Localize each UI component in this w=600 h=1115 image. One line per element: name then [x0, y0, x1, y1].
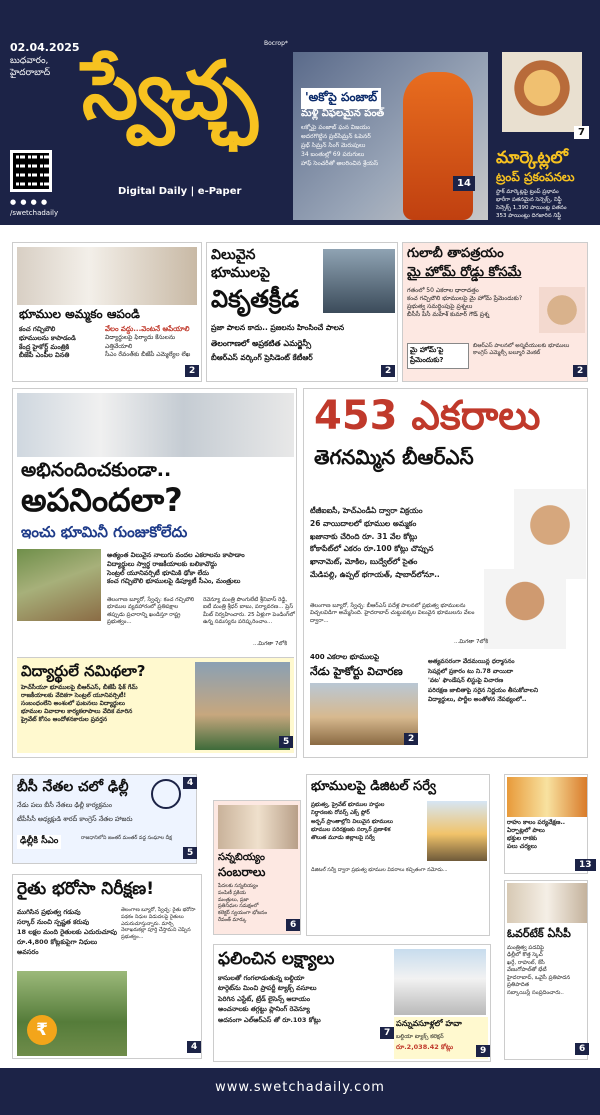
- event-photo: [218, 805, 298, 849]
- kicker: గులాబీ తాపత్రయం: [407, 246, 504, 261]
- headline: మై హోమ్ రోడ్డు కోసమే: [407, 265, 522, 280]
- story-lines: గతంలో 50 ఎకరాల ధారాదత్తం కంచ గచ్చిబౌలి భూములపై మై హోమ్ ప్రేమెందుకు? ప్రభుత్వ సమర్థింపుపై ప్రశ్నలు బీసీసీ పీసీ మహేశ్ కుమార్ గౌడ్ ప్రశ్న: [407, 287, 523, 319]
- story-points: టీజీఐఐసీ, హెచ్ఎండీఏ ద్వారా విక్రయం 26 వాయిదాలలో భూముల అమ్మకం ఖజానాకు చేరింది రూ. 31 వేల కోట్లు కోకాపేట్‌లో ఎకరం రూ.100 కోట్లు చొప్పున ఖానామెట్, మోకిల, బుద్వేల్‌లో సైతం మేడిపల్లి, ఉప్పల్ భగాయత్, షాబాద్‌లోనూ..: [310, 506, 440, 579]
- box-text: బిఆర్ఎస్ పాలనలో అస్మదీయులకు భూములు కాంగ్రెస్ ఎమ్మెల్సీ బల్మూరి వెంకట్: [473, 343, 570, 357]
- story-points: ముగిసిన ప్రభుత్వ గడువు సర్కార్ నుంచి స్పష్టత కరువు 18 లక్షల మంది రైతులకు ఎదురుచూపు రూ.4,800 కోట్లకుపైగా నిధులు అవసరం: [17, 908, 118, 957]
- cricket-headline: 'అకోపై పంజాబ్: [301, 88, 381, 109]
- surveyor-photo: [427, 801, 487, 861]
- story-my-home-road[interactable]: [402, 242, 588, 382]
- qr-code-icon[interactable]: [10, 150, 52, 192]
- kcr-photo: [514, 489, 586, 579]
- ghmc-building-photo: [394, 949, 486, 1015]
- social-handle: /swetchadaily: [10, 209, 59, 217]
- story-lines: రాహు కాలం పర్యవేక్షణ.. ఏర్పాట్లలో పాలు భక్తుల రాకకు పలు చర్యలు: [507, 819, 566, 851]
- header-story-cricket[interactable]: [293, 52, 488, 220]
- issue-date: 02.04.2025: [10, 41, 80, 54]
- question-box: మై హోమ్'పై ప్రేమెందుకు?: [407, 343, 469, 369]
- page-ref[interactable]: 2: [381, 365, 395, 377]
- story-land-ploy[interactable]: [206, 242, 398, 382]
- story-bc-leaders[interactable]: [12, 774, 197, 864]
- footer-band: [0, 1068, 600, 1115]
- story-lines: మంత్రిత్వ పదవిపై ఢిల్లీలో కొత్త స్కెచ్ ఖర్గే, రాహుల్, కేసీ వేణుగోపాల్‌తో భేటీ హైదరాబాద్, ఒవైసీ ప్రతిపాదన ప్రతిపాదిత సబ్కాయిస్లే సంప్రదించారు..: [507, 945, 571, 996]
- story-body: తెలంగాణ బ్యూరో, స్వేచ్ఛ: బీఆర్ఎస్ పదేళ్ల పాలనలో ప్రభుత్వ భూములను విచ్చలవిడిగా అమ్మేసింది. హైదరాబాద్ చుట్టుపక్కల విలువైన భూములను వేలం ద్వారా...: [310, 603, 475, 624]
- cricket-line: లక్నోపై పంజాబ్ ఘన విజయం: [301, 124, 371, 131]
- markets-headline: మార్కెట్లలో: [496, 148, 568, 168]
- story-line: రాజధానిలోని జంతర్ మంతర్ వద్ద సంఘాల దీక్ష: [81, 835, 172, 841]
- social-icons[interactable]: ● ● ● ●: [10, 198, 49, 206]
- page-ref[interactable]: 2: [404, 733, 418, 745]
- protest-photo: [195, 662, 290, 750]
- page-ref[interactable]: 6: [286, 919, 300, 931]
- students-box[interactable]: [17, 657, 294, 753]
- headline: వికృతక్రీడ: [211, 285, 300, 313]
- story-overtake[interactable]: [504, 880, 588, 1060]
- subhead: ఇంచు భూమినీ గుంజుకోలేదు: [21, 523, 188, 541]
- story-line: తెలంగాణలో అప్రకటిత ఎమర్జెన్సీ: [211, 339, 312, 348]
- tax-box-amount: రూ.2,038.42 కోట్లు: [396, 1043, 454, 1051]
- trump-photo: [502, 52, 582, 132]
- headline: సంబరాలు: [218, 865, 266, 879]
- headline-2: అపనిందలా?: [21, 481, 183, 519]
- hc-title-2: నేడు హైకోర్టు విచారణ: [310, 665, 403, 678]
- congress-hand-icon: [151, 779, 181, 809]
- story-lines: పేదలకు సన్నబియ్యం పంపిణీ ప్రకియ మంత్రులు, ప్రజా ప్రతినిధుల సమక్షంలో కలెక్టర్ స్వయంగా భోజనం రేవంత్ మార్కు: [218, 883, 268, 923]
- page-ref[interactable]: 7: [380, 1027, 394, 1039]
- students-lines: హెచ్‌సీయూ భూములపై బీఆర్ఎస్, బీజేపీ ఫేక్ గేమ్ రాజకీయాలకు వేదికగా సెంట్రల్ యూనివర్సిటీ! సంబంధంలేని అంశంలో ఘటనలు విద్యార్థులు భూముల వివాదాల కార్యకలాపాలు వేదిక మారిన ప్రైవేట్ కోసం ఆందోళనకారుల ప్రవర్తన: [21, 684, 138, 724]
- headline: రైతు భరోసా నిరీక్షణ!: [17, 879, 154, 899]
- headline: బీసీ నేతల చలో ఢిల్లీ: [17, 779, 129, 795]
- cricket-subhead: మళ్లీ విఫలమైన పంత్: [301, 108, 385, 119]
- story-points: ప్రభుత్వ, ప్రైవేట్ భూముల హద్దుల నిర్ధారణకు రోవర్స్ ఎక్స్ ప్లోర్ అర్బన్ ప్రాంతాల్లోని విలువైన భూములు భూముల పరిరక్షణకు సర్కార్ ప్రణాళిక తొలుత మూడు జిల్లాలపై సర్వే: [311, 802, 393, 841]
- farmer-photo: [17, 971, 127, 1056]
- cricketer-photo: [403, 72, 473, 220]
- continued-link[interactable]: ...మిగతా 7లోకి: [454, 639, 489, 645]
- lead-body-2: రెవెన్యూ మంత్రి పొంగులేటి శ్రీనివాస్ రెడ్డి, ఐటీ మంత్రి శ్రీధర్ బాబు, పర్యావరణ... ప్రెస్ మీట్ నిర్వహించారు. 25 ఏళ్లుగా పెండింగ్‌లో ఉన్న సమస్యను పరిష్కరించాం...: [203, 597, 295, 626]
- hc-story[interactable]: [310, 651, 422, 751]
- markets-line: సెన్సెక్స్ 1,390 పాయింట్ల పతనం: [496, 205, 567, 211]
- story-stop-land-sale[interactable]: [12, 242, 202, 382]
- tax-box-title: పన్నువసూళ్లలో హవా: [396, 1019, 462, 1028]
- brand-tag: Bocrop*: [264, 40, 288, 47]
- page-ref[interactable]: 5: [183, 847, 197, 859]
- story-digital-survey[interactable]: [306, 774, 490, 936]
- students-headline: విద్యార్థులే నమిథలా?: [21, 662, 146, 680]
- story-line: ప్రజా పాలన కాదు.. ప్రజలను హింసించే పాలన: [211, 323, 345, 332]
- ktr-photo: [323, 249, 395, 313]
- lead-body: తెలంగాణ బ్యూరో, స్వేచ్ఛ: కంచ గచ్చిబౌలి భూముల వ్యవహారంలో ప్రతిపక్షాల తప్పుడు ప్రచారాన్ని ఖండిస్తూ రాష్ట్ర ప్రభుత్వం...: [107, 597, 195, 626]
- page-ref[interactable]: 2: [185, 365, 199, 377]
- rupee-icon: ₹: [27, 1015, 57, 1045]
- headline: 453 ఎకరాలు: [314, 393, 541, 439]
- page-ref[interactable]: 7: [574, 126, 589, 139]
- headline: ఫలించిన లక్ష్యాలు: [218, 949, 335, 969]
- page-ref[interactable]: 9: [476, 1045, 490, 1057]
- story-body: డిజిటల్ సర్వే ద్వారా ప్రభుత్వ భూముల వివరాలు కచ్చితంగా నమోదు...: [311, 867, 448, 873]
- story-line: నేడు పలు బీసీ నేతలు ఢిల్లీ కార్యక్రమం: [17, 801, 113, 809]
- page-ref[interactable]: 4: [187, 1041, 201, 1053]
- delhi-tag: ఢిల్లీకి సీఎం: [17, 835, 61, 849]
- forest-photo: [17, 549, 101, 621]
- high-court-photo: [310, 683, 418, 745]
- headline-1: అభినందించకుండా..: [21, 459, 172, 481]
- story-453-acres[interactable]: [303, 388, 588, 758]
- subhead: తెగనమ్మిన బీఆర్ఎస్: [314, 445, 474, 469]
- newspaper-logo: స్వేచ్ఛ: [82, 43, 252, 137]
- story-lines: కంచ గచ్చిబౌలి భూములను కాపాడండి కేంద్ర హైకోర్ట్ మంత్రికి బీజేపీ ఎంపీల వినతి: [19, 325, 76, 360]
- cricket-line: అదరగొట్టిన ప్రబ్‌సిమ్రన్ ‌ఓపెనర్: [301, 133, 371, 140]
- issue-day: బుధవారం,: [10, 56, 49, 66]
- ministers-press-photo: [17, 393, 294, 457]
- markets-line: భారీగా పతనమైన సెన్సెక్స్, నిఫ్టీ: [496, 197, 562, 203]
- page-ref[interactable]: 13: [575, 859, 596, 871]
- page-ref[interactable]: 6: [575, 1043, 589, 1055]
- mahesh-photo: [539, 287, 585, 333]
- story-results[interactable]: [213, 944, 491, 1062]
- headline: భూముల అమ్మకం ఆపండి: [19, 307, 140, 321]
- meeting-photo: [507, 883, 587, 923]
- story-line: టీపీసీసీ అధ్యక్షుడి శారద్ కాంగ్రెస్ నేతల హాజరు: [17, 815, 133, 823]
- kicker: విలువైన: [211, 247, 256, 263]
- tagline: Digital Daily | e-Paper: [118, 186, 242, 197]
- website-link[interactable]: www.swetchadaily.com: [215, 1080, 385, 1095]
- cricket-line: హాఫ్ సెంచరీతో అలరించిన శ్రేయస్: [301, 160, 379, 167]
- story-line: బీఆర్ఎస్ వర్కింగ్ ప్రెసిడెంట్ కేటీఆర్: [211, 353, 313, 362]
- cricket-line: 34 బంతుల్లో 69 పరుగులు: [301, 151, 365, 158]
- headline: భూములపై డిజిటల్ సర్వే: [311, 779, 436, 794]
- story-body: తెలంగాణ బ్యూరో, స్వేచ్ఛ: రైతు భరోసా పథకం నిధుల విడుదలపై రైతులు ఎదురుచూస్తున్నారు. మార్చి నెలాఖరుకల్లా పూర్తి చేస్తామని చెప్పిన ప్రభుత్వం...: [121, 907, 196, 940]
- markets-line: స్టాక్ మార్కెట్లపై ట్రంప్ ప్రభావం: [496, 189, 559, 195]
- continued-link[interactable]: ...మిగతా 7లోకి: [253, 641, 288, 647]
- markets-line: 353 పాయింట్లు దిగజారిన నిఫ్టీ: [496, 213, 562, 219]
- headline: ఓవర్‌టేక్ ఏసీపీ: [507, 927, 571, 940]
- lead-story-no-defamation[interactable]: [12, 388, 297, 758]
- hc-title: 400 ఎకరాల భూములపై: [310, 653, 380, 661]
- story-points: కాసులతో గంగలాడుతున్న బల్దియా టార్గెట్‌ను మించి ప్రాపర్టీ ట్యాక్స్ వసూలు పెరిగిన ఎస్టేట్, ట్రేడ్ లైసెన్స్ ఆదాయం అంచనాలకు తగ్గట్టు ప్లానింగ్ రెవెన్యూ అదనంగా ఎల్ఆర్ఎస్ తో రూ.103 కోట్లు: [218, 974, 321, 1024]
- caption-block: వేలం వద్దు...వెంటనే ఆపేయాలి విద్యార్థులపై ఫిర్యాదు కేసులను ఎత్తివేయాలి సీఎం రేవంత్‌కు బీజేపీ ఎమ్మెల్యేల లేఖ: [105, 325, 191, 358]
- page-ref[interactable]: 4: [183, 777, 197, 789]
- header-story-markets[interactable]: [492, 52, 596, 220]
- lead-points: అత్యంత విలువైన నాలుగు వందల ఎకరాలను కాపాడాం విద్యార్థులు స్వార్థ రాజకీయాలకు బలికావొద్దు సెంట్రల్ యూనివర్సిటీ భూమికి ఢోకా లేదు కంచ గచ్చిబౌలి భూములపై డిప్యూటీ సీఎం, మంత్రులు: [107, 551, 245, 586]
- temple-photo: [507, 777, 587, 817]
- page-ref[interactable]: 2: [573, 365, 587, 377]
- kicker-2: భూములపై: [211, 265, 270, 281]
- page-ref[interactable]: 14: [453, 176, 475, 191]
- cricket-line: ప్రభ్ సిమ్రన్ సింగ్ మెరుపులు: [301, 142, 366, 149]
- markets-subhead: ట్రంప్ ప్రకంపనలు: [496, 170, 575, 184]
- bjp-leaders-photo: [17, 247, 197, 305]
- hc-side-lines: అత్యవసరంగా వేదమయిన్ల ధర్మాసనం సెషన్లలో ప్రకారం టు ని.78 వాయిదా 'వట' ఫౌండేషన్ లిస్టుపై విచారణ పరిరక్షణ జాబితాపై సరైన నిర్ణయం తీసుకోవాలని విద్యార్థులు, పార్టీల అంతోళన నేపథ్యంలో..: [428, 658, 539, 704]
- kicker: సన్నబియ్యం: [218, 852, 265, 863]
- page-ref[interactable]: 5: [279, 736, 293, 748]
- issue-city: హైదరాబాద్: [10, 68, 51, 78]
- story-rythu-bharosa[interactable]: [12, 874, 202, 1059]
- tax-box: [394, 1017, 488, 1059]
- story-fine-rice[interactable]: [213, 800, 301, 935]
- tax-box-sub: బల్దియా ట్యాక్స్ కలెక్షన్: [396, 1034, 444, 1040]
- story-festival[interactable]: [504, 774, 592, 874]
